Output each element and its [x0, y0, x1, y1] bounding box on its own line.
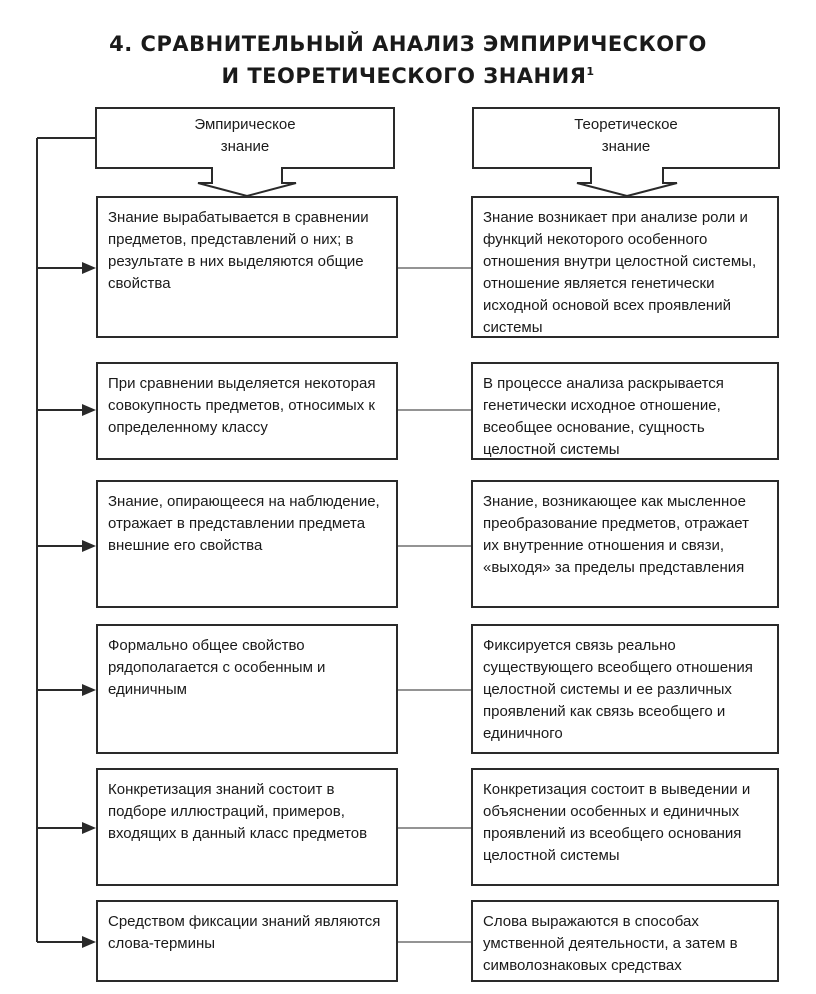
- empirical-box-2: При сравнении выделяется некоторая совокупность предметов, относимых к определенному классу: [96, 362, 398, 460]
- empirical-box-3: Знание, опирающееся на наблюдение, отражает в представлении предмета внешние его свойства: [96, 480, 398, 608]
- empirical-header: Эмпирическое знание: [194, 116, 296, 155]
- arrowhead-row-5: [82, 822, 96, 834]
- theoretical-header: Теоретическое знание: [574, 116, 678, 155]
- empirical-box-4: Формально общее свойство рядополагается с особенным и единичным: [96, 624, 398, 754]
- arrowhead-row-6: [82, 936, 96, 948]
- theoretical-box-2: В процессе анализа раскрывается генетически исходное отношение, всеобщее основание, сущность целостной системы: [471, 362, 779, 460]
- theoretical-box-3: Знание, возникающее как мысленное преобразование предметов, отражает их внутренние отношения и связи, «выходя» за пределы представления: [471, 480, 779, 608]
- title-line-1: 4. СРАВНИТЕЛЬНЫЙ АНАЛИЗ ЭМПИРИЧЕСКОГО: [109, 32, 707, 56]
- theoretical-box-6: Слова выражаются в способах умственной деятельности, а затем в символознаковых средствах: [471, 900, 779, 982]
- empirical-box-1: Знание вырабатывается в сравнении предметов, представлений о них; в результате в них выделяются общие свойства: [96, 196, 398, 338]
- theoretical-box-1: Знание возникает при анализе роли и функций некоторого особенного отношения внутри целостной системы, отношение является генетически исходной основой всех проявлений системы: [471, 196, 779, 338]
- arrowhead-row-2: [82, 404, 96, 416]
- theoretical-box-4: Фиксируется связь реально существующего всеобщего отношения целостной системы и ее различных проявлений как связь всеобщего и единичного: [471, 624, 779, 754]
- empirical-box-6: Средством фиксации знаний являются слова-термины: [96, 900, 398, 982]
- theoretical-box-5: Конкретизация состоит в выведении и объяснении особенных и единичных проявлений из всеобщего основания целостной системы: [471, 768, 779, 886]
- arrowhead-row-4: [82, 684, 96, 696]
- title-line-2: И ТЕОРЕТИЧЕСКОГО ЗНАНИЯ: [221, 64, 587, 88]
- empirical-box-5: Конкретизация знаний состоит в подборе иллюстраций, примеров, входящих в данный класс предметов: [96, 768, 398, 886]
- arrowhead-row-1: [82, 262, 96, 274]
- title-footnote: 1: [586, 65, 595, 78]
- arrowhead-row-3: [82, 540, 96, 552]
